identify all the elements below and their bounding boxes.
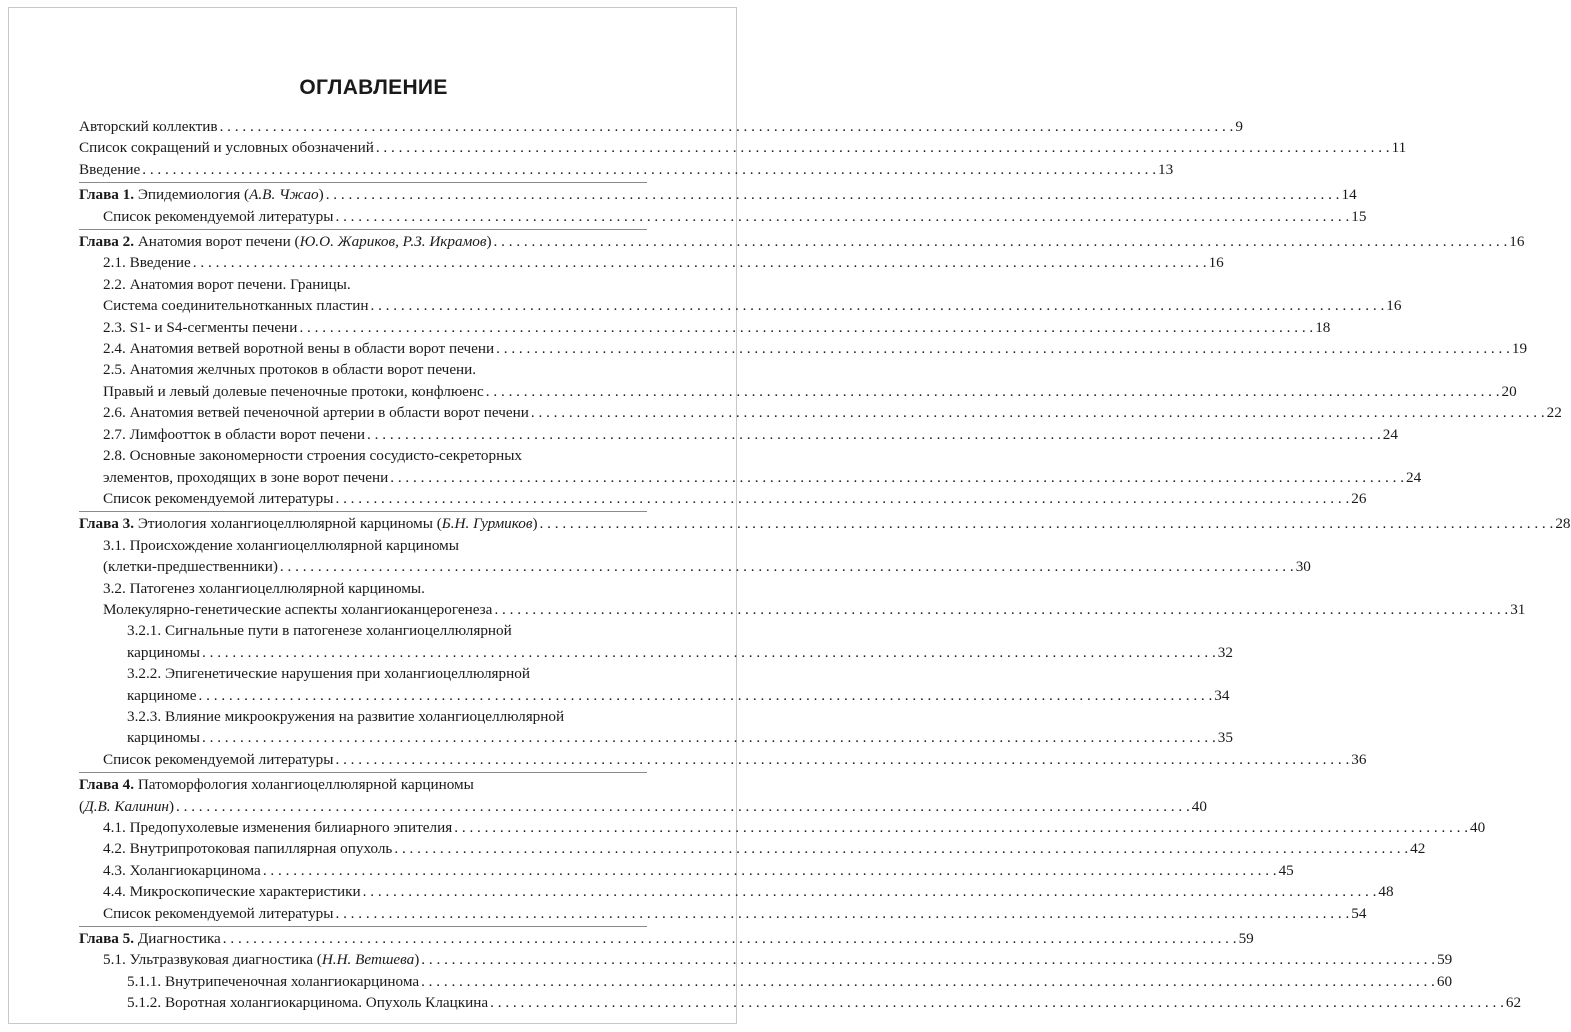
toc-entry[interactable]: 5.1.1. Внутрипеченочная холангиокарцинома . . . 60 — [79, 971, 647, 992]
section-divider — [79, 772, 647, 773]
page-number: 16 — [1386, 297, 1402, 315]
page-number: 9 — [1235, 118, 1243, 135]
section-author: Н.Н. Ветшева — [321, 951, 415, 969]
chapter-heading-cont[interactable]: (Д.В. Калинин) . . . 40 — [79, 796, 647, 817]
page-number: 18 — [1315, 318, 1331, 336]
page-number: 13 — [1157, 160, 1174, 178]
chapter-4 — [79, 774, 1486, 924]
toc-entry[interactable]: Правый и левый долевые печеночные протоки, конфлюенс . . . 20 — [79, 381, 647, 402]
section-divider — [79, 229, 647, 230]
toc-entry-line[interactable]: 2.8. Основные закономерности строения сосудисто-секреторных — [103, 447, 522, 465]
chapter-label: Глава 3. — [79, 515, 135, 533]
chapter-author: Д.В. Калинин — [84, 797, 169, 815]
page-number: 59 — [1238, 930, 1254, 948]
toc-entry[interactable]: Список рекомендуемой литературы . . . 15 — [79, 206, 647, 227]
chapter-2 — [79, 231, 1562, 509]
toc-entry[interactable]: 2.4. Анатомия ветвей воротной вены в области ворот печени . . . 19 — [79, 338, 647, 359]
chapter-heading[interactable]: Глава 3. Этиология холангиоцеллюлярной карциномы (Б.Н. Гурмиков) . . . 28 — [79, 513, 647, 534]
toc-entry[interactable]: 2.1. Введение . . . 16 — [79, 252, 647, 273]
toc-entry[interactable]: 2.7. Лимфоотток в области ворот печени . . . 24 — [79, 424, 647, 445]
page-number: 22 — [1546, 404, 1562, 422]
toc-entry-line[interactable]: 3.2.2. Эпигенетические нарушения при холангиоцеллюлярной — [127, 665, 530, 683]
section-divider — [79, 182, 647, 183]
chapter-label: Глава 1. — [79, 186, 135, 204]
page-number: 62 — [1505, 994, 1522, 1012]
toc-entry-line[interactable]: 3.1. Происхождение холангиоцеллюлярной карциномы — [103, 536, 459, 554]
toc-entry[interactable]: (клетки-предшественники) . . . 30 — [79, 556, 647, 577]
toc-entry-line[interactable]: 2.2. Анатомия ворот печени. Границы. — [103, 275, 351, 293]
page-number: 45 — [1278, 861, 1294, 879]
toc-entry[interactable]: 4.3. Холангиокарцинома . . . 45 — [79, 860, 647, 881]
page-number: 60 — [1436, 972, 1453, 990]
toc-entry[interactable]: Список сокращений и условных обозначений . . . 11 — [79, 137, 647, 158]
page-number: 24 — [1382, 425, 1398, 443]
page-number: 11 — [1391, 139, 1407, 157]
toc-entry[interactable]: Введение . . . 13 — [79, 159, 647, 180]
chapter-heading[interactable]: Глава 4. Патоморфология холангиоцеллюлярной карциномы — [79, 776, 474, 794]
page-title: ОГЛАВЛЕНИЕ — [299, 76, 448, 99]
toc-entry[interactable]: 4.4. Микроскопические характеристики . . . 48 — [79, 881, 647, 902]
chapter-5 — [79, 928, 1522, 1014]
page-number: 40 — [1470, 819, 1486, 836]
table-of-contents — [79, 116, 1571, 1018]
page-number: 16 — [1208, 254, 1224, 272]
toc-entry[interactable]: Система соединительнотканных пластин . . . 16 — [79, 295, 647, 316]
chapter-1 — [79, 184, 1367, 227]
toc-entry[interactable]: карциноме . . . 34 — [79, 685, 647, 706]
page-number: 20 — [1501, 382, 1517, 400]
page-number: 32 — [1217, 643, 1233, 661]
page-number: 54 — [1351, 904, 1367, 922]
chapter-author: Б.Н. Гурмиков — [441, 515, 533, 533]
toc-entry-line[interactable]: 3.2.3. Влияние микроокружения на развитие холангиоцеллюлярной — [127, 707, 565, 725]
toc-entry[interactable]: карциномы . . . 35 — [79, 727, 647, 748]
page-number: 28 — [1555, 515, 1571, 533]
page-number: 16 — [1509, 233, 1525, 251]
toc-entry[interactable]: 5.1. Ультразвуковая диагностика (Н.Н. Ветшева) . . . 59 — [79, 949, 647, 970]
toc-entry[interactable]: элементов, проходящих в зоне ворот печени . . . 24 — [79, 467, 647, 488]
page-number: 30 — [1295, 558, 1311, 576]
chapter-label: Глава 4. — [79, 776, 135, 794]
toc-entry[interactable]: 5.1.2. Воротная холангиокарцинома. Опухоль Клацкина . . . 62 — [79, 992, 647, 1013]
page-number: 26 — [1351, 489, 1367, 507]
toc-entry-line[interactable]: 3.2. Патогенез холангиоцеллюлярной карциномы. — [103, 579, 425, 597]
toc-entry-line[interactable]: 3.2.1. Сигнальные пути в патогенезе холангиоцеллюлярной — [127, 622, 512, 640]
toc-entry[interactable]: Список рекомендуемой литературы . . . 54 — [79, 903, 647, 924]
chapter-heading[interactable]: Глава 2. Анатомия ворот печени (Ю.О. Жариков, Р.З. Икрамов) . . . 16 — [79, 231, 647, 252]
page-number: 14 — [1341, 186, 1357, 204]
chapter-heading[interactable]: Глава 1. Эпидемиология (А.В. Чжао) . . . 14 — [79, 184, 647, 205]
toc-entry[interactable]: карциномы . . . 32 — [79, 642, 647, 663]
page-number: 19 — [1511, 340, 1528, 358]
section-divider — [79, 511, 647, 512]
chapter-author: А.В. Чжао — [249, 186, 319, 204]
chapter-label: Глава 5. — [79, 930, 135, 948]
toc-entry[interactable]: 2.3. S1- и S4-сегменты печени . . . 18 — [79, 317, 647, 338]
chapter-label: Глава 2. — [79, 233, 135, 251]
toc-entry[interactable]: Список рекомендуемой литературы . . . 36 — [79, 749, 647, 770]
toc-entry-line[interactable]: 2.5. Анатомия желчных протоков в области ворот печени. — [103, 361, 477, 379]
toc-entry[interactable]: Молекулярно-генетические аспекты холангиоканцерогенеза . . . 31 — [79, 599, 647, 620]
front-matter — [79, 116, 1407, 180]
page-number: 40 — [1191, 797, 1207, 815]
toc-entry[interactable]: 4.2. Внутрипротоковая папиллярная опухоль . . . 42 — [79, 838, 647, 859]
page-number: 48 — [1378, 883, 1394, 901]
page-number: 42 — [1410, 840, 1426, 858]
toc-entry[interactable]: Авторский коллектив . . . 9 — [79, 116, 647, 137]
chapter-3 — [79, 513, 1571, 770]
section-divider — [79, 926, 647, 927]
page-number: 36 — [1351, 750, 1367, 768]
page-number: 35 — [1217, 729, 1233, 747]
page-number: 34 — [1214, 686, 1230, 704]
page-number: 15 — [1351, 207, 1367, 225]
toc-entry[interactable]: 4.1. Предопухолевые изменения билиарного эпителия . . . 40 — [79, 817, 647, 838]
page-number: 59 — [1437, 951, 1453, 969]
chapter-author: Ю.О. Жариков, Р.З. Икрамов — [299, 233, 487, 251]
page-number: 24 — [1405, 468, 1422, 486]
toc-entry[interactable]: Список рекомендуемой литературы . . . 26 — [79, 488, 647, 509]
chapter-heading[interactable]: Глава 5. Диагностика . . . 59 — [79, 928, 647, 949]
toc-entry[interactable]: 2.6. Анатомия ветвей печеночной артерии в области ворот печени . . . 22 — [79, 402, 647, 423]
page-number: 31 — [1510, 600, 1526, 618]
